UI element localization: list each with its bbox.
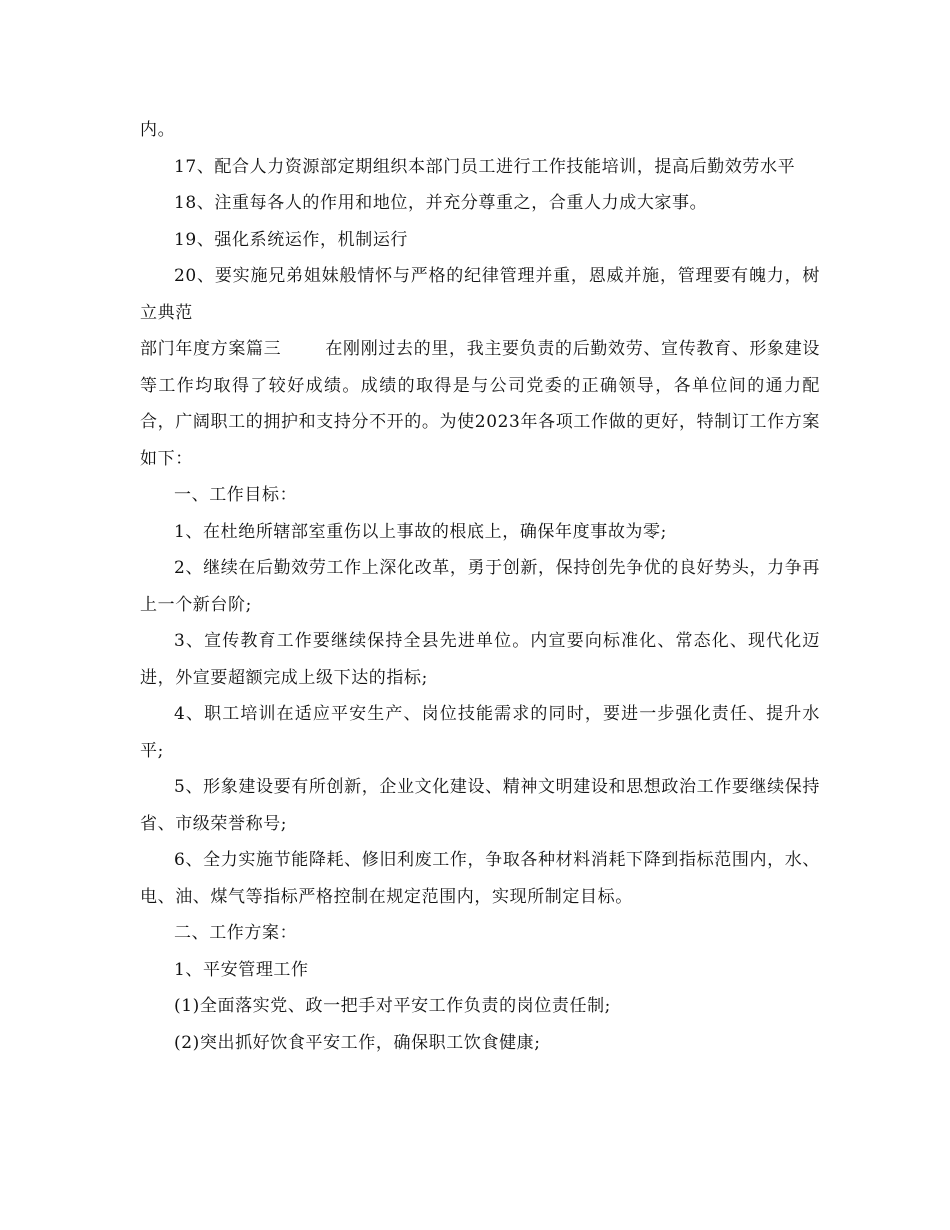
goal-item-6: 6、全力实施节能降耗、修旧利废工作，争取各种材料消耗下降到指标范围内，水、电、油、煤气等指标严格控制在规定范围内，实现所制定目标。: [140, 850, 820, 907]
goal-item-2: 2、继续在后勤效劳工作上深化改革，勇于创新，保持创先争优的良好势头，力争再上一个新台阶;: [140, 558, 820, 615]
plan-subitem-2: (2)突出抓好饮食平安工作，确保职工饮食健康;: [174, 1032, 541, 1053]
goals-heading: 一、工作目标：: [174, 485, 298, 505]
paragraph-item-17: 17、配合人力资源部定期组织本部门员工进行工作技能培训，提高后勤效劳水平: [174, 156, 796, 177]
section-intro-paragraph: [140, 331, 820, 477]
paragraph-continuation: 内。: [140, 120, 176, 140]
paragraph-item-18: 18、注重每各人的作用和地位，并充分尊重之，合重人力成大家事。: [174, 193, 708, 213]
plan-subitem-1: (1)全面落实党、政一把手对平安工作负责的岗位责任制;: [174, 996, 612, 1016]
plan-item-1: 1、平安管理工作: [174, 959, 309, 980]
goal-item-3: 3、宣传教育工作要继续保持全县先进单位。内宣要向标准化、常态化、现代化迈进，外宣要超额完成上级下达的指标;: [140, 631, 820, 688]
section-intro-text: 在刚刚过去的里，我主要负责的后勤效劳、宣传教育、形象建设等工作均取得了较好成绩。成绩的取得是与公司党委的正确领导，各单位间的通力配合，广阔职工的拥护和支持分不开的。为使2023年各项工作做的更好，特制订工作方案如下：: [140, 339, 820, 469]
paragraph-item-19: 19、强化系统运作，机制运行: [174, 229, 409, 250]
goal-item-1: 1、在杜绝所辖部室重伤以上事故的根底上，确保年度事故为零;: [174, 521, 667, 542]
goal-item-4: 4、职工培训在适应平安生产、岗位技能需求的同时，要进一步强化责任、提升水平;: [140, 704, 820, 761]
goal-item-5: 5、形象建设要有所创新，企业文化建设、精神文明建设和思想政治工作要继续保持省、市级荣誉称号;: [140, 777, 820, 834]
plan-heading: 二、工作方案：: [174, 923, 298, 943]
document-body: [140, 112, 820, 1061]
section-heading: 部门年度方案篇三: [140, 339, 282, 359]
paragraph-item-20: 20、要实施兄弟姐妹般情怀与严格的纪律管理并重，恩威并施，管理要有魄力，树立典范: [140, 266, 820, 323]
